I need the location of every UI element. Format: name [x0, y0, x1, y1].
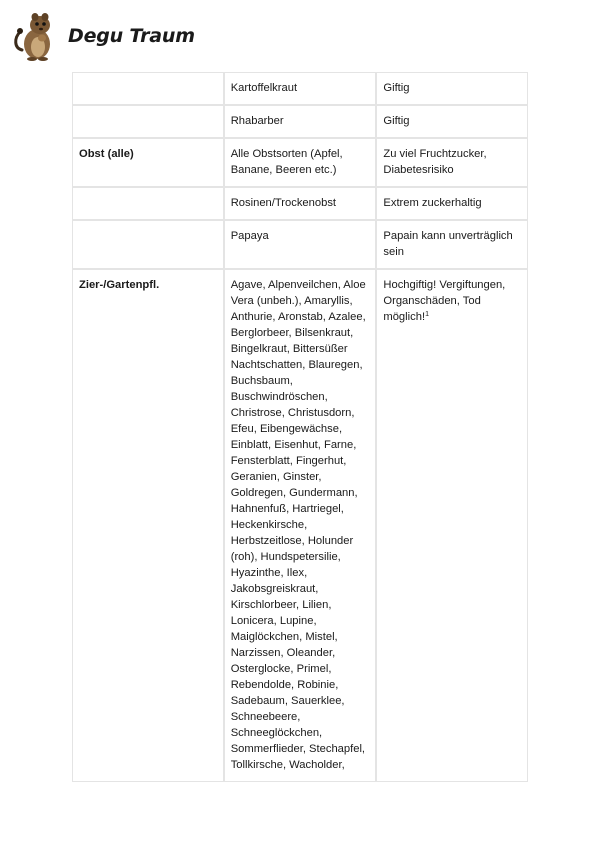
footnote-marker: 1 [425, 311, 429, 318]
food-table [72, 72, 528, 782]
note-cell [376, 269, 528, 782]
item-cell: Rhabarber [224, 105, 377, 138]
table-row [72, 269, 528, 782]
item-cell: Rosinen/Trockenobst [224, 187, 377, 220]
note-cell: Giftig [376, 105, 528, 138]
item-cell: Papaya [224, 220, 377, 269]
degu-mascot-icon [12, 10, 62, 62]
category-cell [72, 72, 224, 105]
note-cell: Zu viel Fruchtzucker, Diabetesrisiko [376, 138, 528, 187]
table-row [72, 220, 528, 269]
note-cell: Papain kann unverträglich sein [376, 220, 528, 269]
category-cell: Zier-/Gartenpfl. [72, 269, 224, 782]
item-cell: Agave, Alpenveilchen, Aloe Vera (unbeh.), Amaryllis, Anthurie, Aronstab, Azalee, Berglorbeer, Bilsenkraut, Bingelkraut, Bittersüßer Nachtschatten, Blauregen, Buchsbaum, Buschwindröschen, Christrose, Christusdorn, Efeu, Eibengewächse, Einblatt, Eisenhut, Farne, Fensterblatt, Fingerhut, Geranien, Ginster, Goldregen, Gundermann, Hahnenfuß, Hartriegel, Heckenkirsche, Herbstzeitlose, Holunder (roh), Hundspetersilie, Hyazinthe, Ilex, Jakobsgreiskraut, Kirschlorbeer, Lilien, Lonicera, Lupine, Maiglöckchen, Mistel, Narzissen, Oleander, Osterglocke, Primel, Rebendolde, Robinie, Sadebaum, Sauerklee, Schneebeere, Schneeglöckchen, Sommerflieder, Stechapfel, Tollkirsche, Wacholder, [224, 269, 377, 782]
header [12, 10, 195, 62]
table-row [72, 105, 528, 138]
category-cell [72, 187, 224, 220]
category-cell [72, 105, 224, 138]
note-cell: Extrem zuckerhaltig [376, 187, 528, 220]
table-row [72, 138, 528, 187]
item-cell: Kartoffelkraut [224, 72, 377, 105]
table-row [72, 187, 528, 220]
category-cell [72, 220, 224, 269]
item-cell: Alle Obstsorten (Apfel, Banane, Beeren etc.) [224, 138, 377, 187]
note-text: Hochgiftig! Vergiftungen, Organschäden, Tod möglich! [383, 279, 506, 323]
category-cell: Obst (alle) [72, 138, 224, 187]
table-row [72, 72, 528, 105]
note-cell: Giftig [376, 72, 528, 105]
brand-name: Degu Traum [68, 25, 195, 47]
